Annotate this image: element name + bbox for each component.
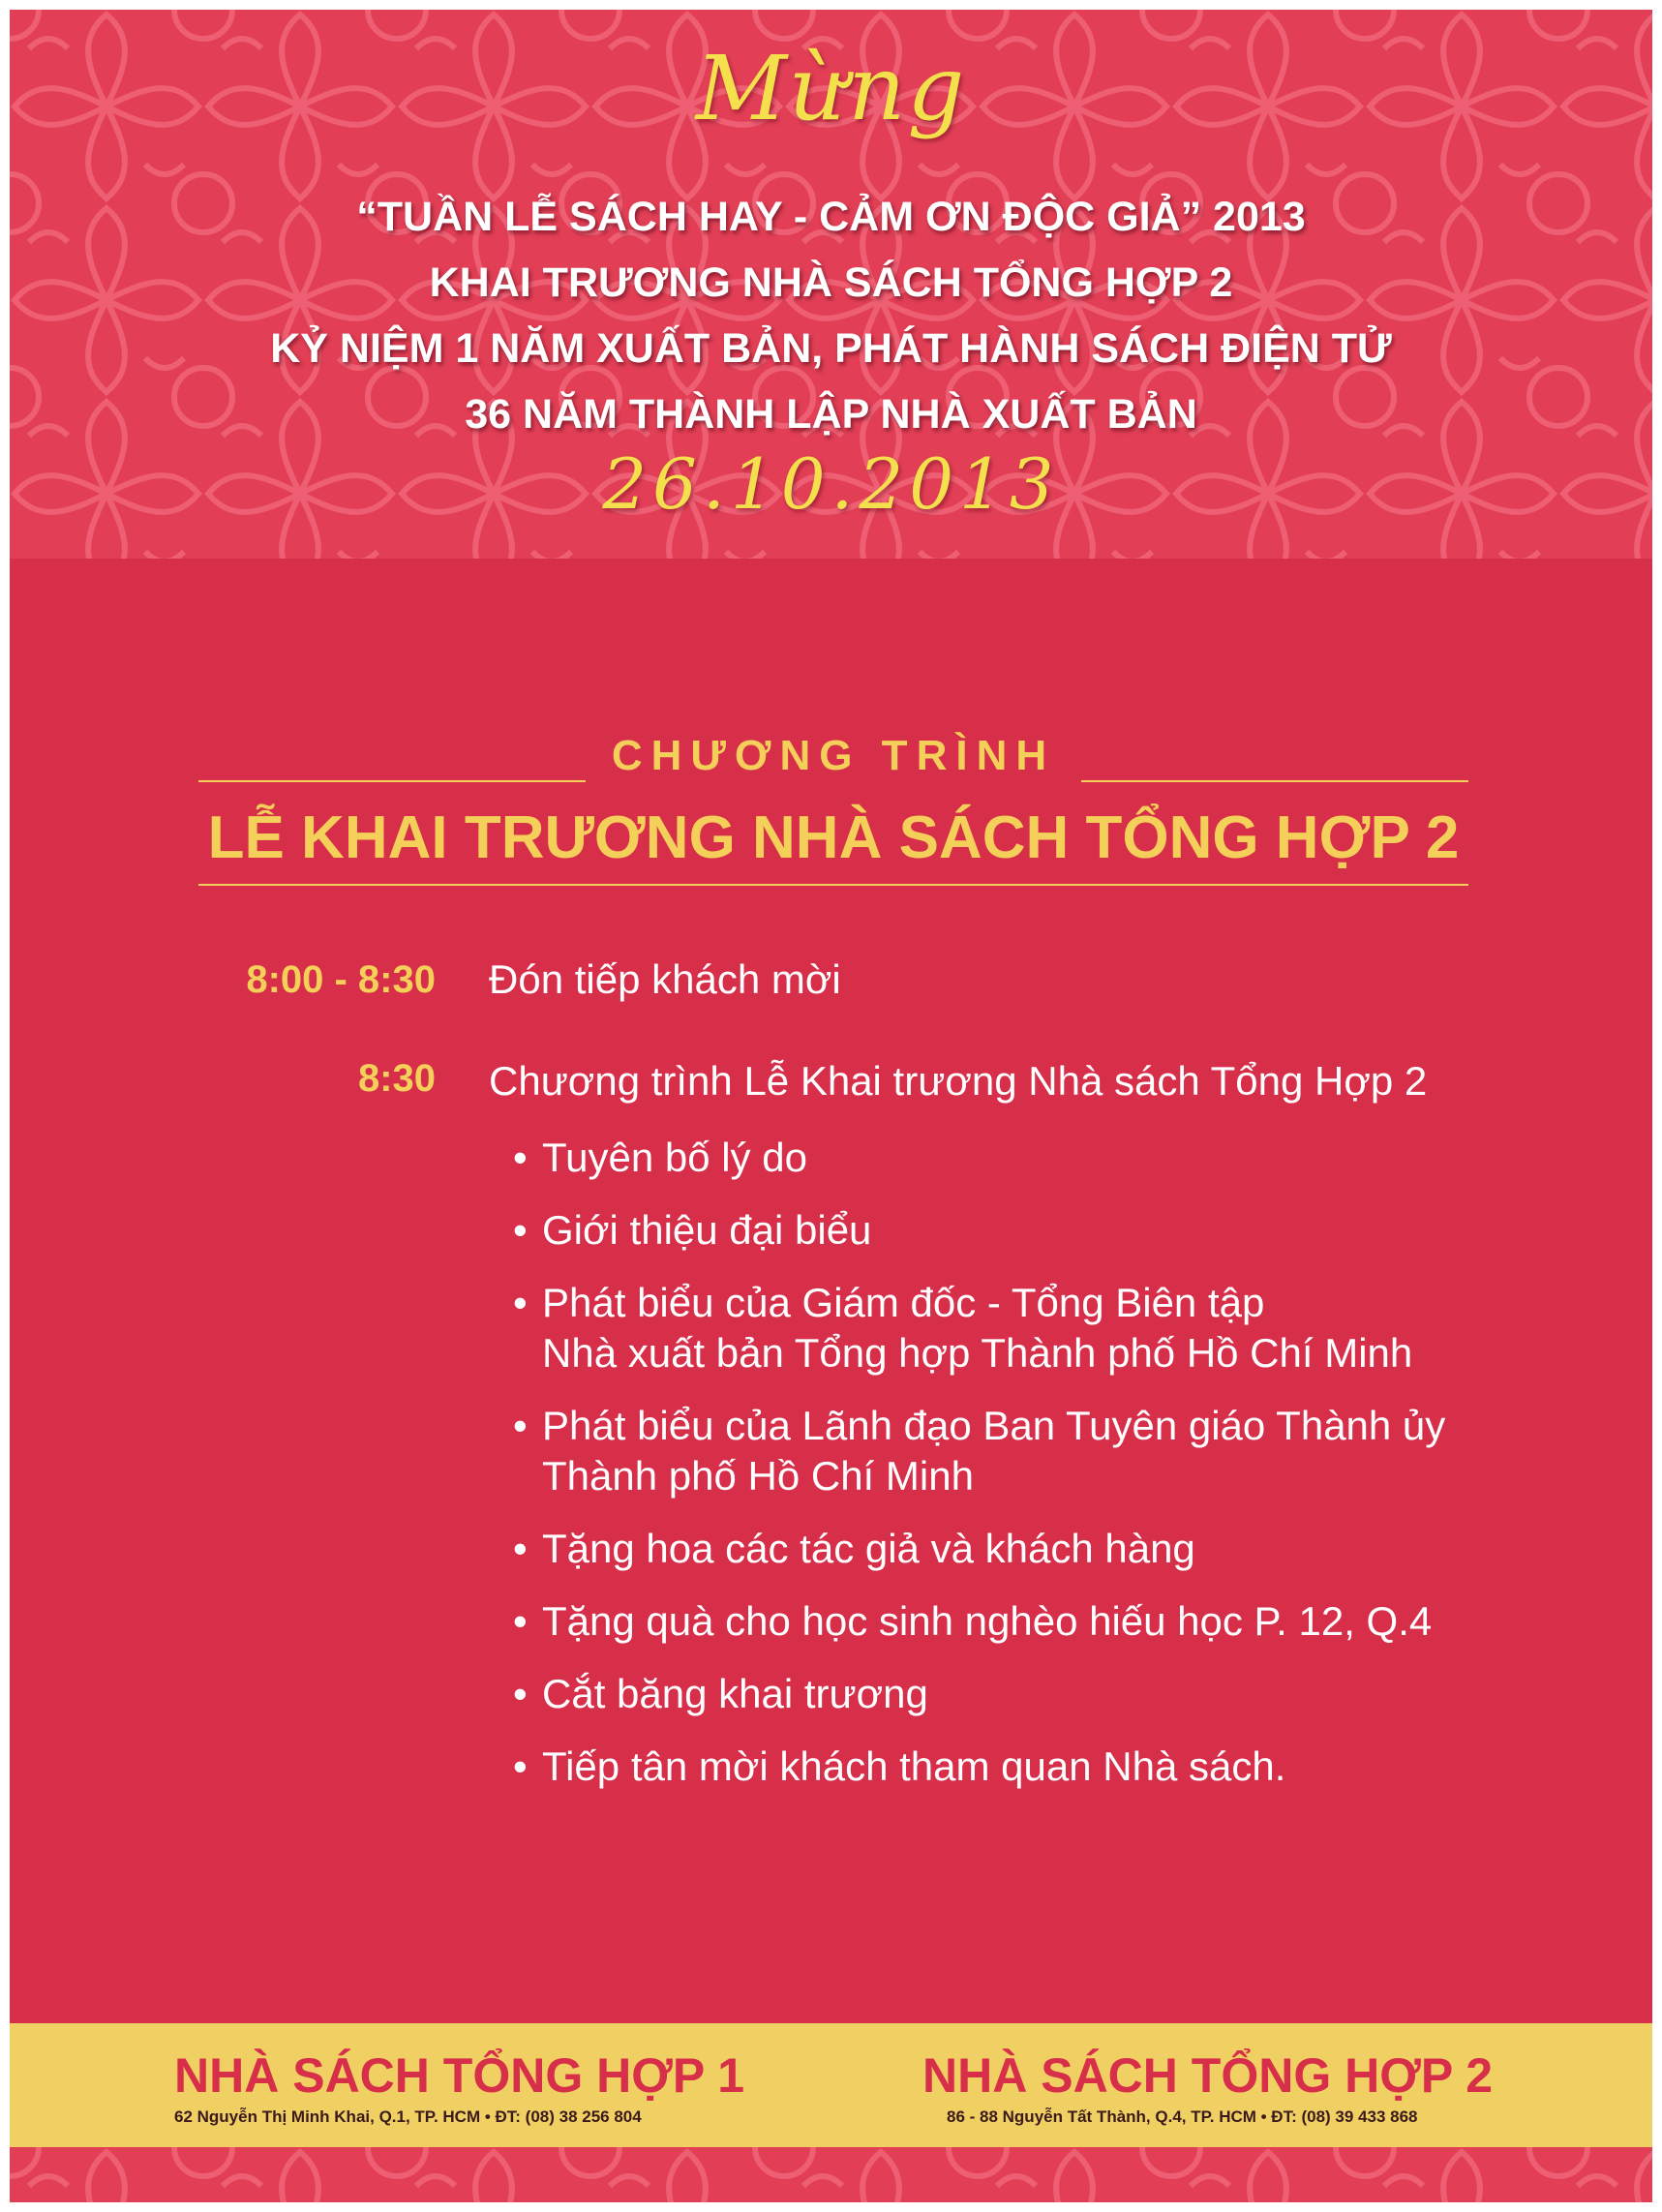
program-title: LỄ KHAI TRƯƠNG NHÀ SÁCH TỔNG HỢP 2	[207, 804, 1460, 871]
event-date: 26.10.2013	[602, 443, 1060, 525]
program-label-row	[198, 732, 1468, 790]
divider-right	[1081, 780, 1468, 782]
list-item-text-cont: Thành phố Hồ Chí Minh	[542, 1453, 974, 1499]
header-line-ebook-anniversary: KỶ NIỆM 1 NĂM XUẤT BẢN, PHÁT HÀNH SÁCH ĐIỆN TỬ	[270, 325, 1392, 372]
event-poster	[10, 10, 1652, 2202]
schedule-time-2: 8:30	[357, 1057, 436, 1100]
store-2-name: NHÀ SÁCH TỔNG HỢP 2	[922, 2048, 1494, 2103]
title-underline	[198, 884, 1468, 886]
program-label: CHƯƠNG TRÌNH	[611, 732, 1056, 779]
list-item-text: Tuyên bố lý do	[542, 1135, 807, 1180]
list-item	[513, 1742, 1578, 1792]
list-item-text: Phát biểu của Giám đốc - Tổng Biên tập	[542, 1280, 1265, 1325]
bullet-icon: •	[513, 1671, 528, 1716]
schedule-time-1: 8:00 - 8:30	[246, 958, 436, 1001]
list-item	[513, 1205, 1578, 1256]
list-item	[513, 1669, 1578, 1719]
store-1	[174, 2047, 852, 2127]
list-item-text: Giới thiệu đại biểu	[542, 1207, 872, 1253]
list-item-text: Tặng quà cho học sinh nghèo hiếu học P. 12, Q.4	[542, 1598, 1433, 1644]
store-1-address: 62 Nguyễn Thị Minh Khai, Q.1, TP. HCM • ĐT: (08) 38 256 804	[174, 2107, 642, 2126]
floral-pattern-bottom	[10, 2147, 1652, 2202]
list-item	[513, 1524, 1578, 1574]
list-item-text: Tặng hoa các tác giả và khách hàng	[542, 1526, 1195, 1571]
header-line-book-week: “TUẦN LỄ SÁCH HAY - CẢM ƠN ĐỘC GIẢ” 2013	[356, 194, 1306, 240]
header-line-publisher-anniversary: 36 NĂM THÀNH LẬP NHÀ XUẤT BẢN	[465, 391, 1197, 438]
list-item-text: Cắt băng khai trương	[542, 1671, 928, 1716]
divider-left	[198, 780, 586, 782]
list-item	[513, 1596, 1578, 1647]
store-2-address: 86 - 88 Nguyễn Tất Thành, Q.4, TP. HCM • ĐT: (08) 39 433 868	[947, 2107, 1418, 2126]
bullet-icon: •	[513, 1207, 528, 1253]
bullet-icon: •	[513, 1526, 528, 1571]
footer-stores	[10, 2023, 1652, 2147]
list-item	[513, 1278, 1578, 1379]
bullet-icon: •	[513, 1135, 528, 1180]
list-item-text-cont: Nhà xuất bản Tổng hợp Thành phố Hồ Chí Minh	[542, 1330, 1413, 1376]
bullet-icon: •	[513, 1598, 528, 1644]
store-2	[922, 2047, 1600, 2127]
list-item	[513, 1401, 1578, 1501]
bullet-icon: •	[513, 1280, 528, 1325]
bullet-icon: •	[513, 1743, 528, 1789]
list-item	[513, 1133, 1578, 1183]
schedule-desc-2: Chương trình Lễ Khai trương Nhà sách Tổng Hợp 2	[489, 1058, 1428, 1104]
ornamental-pattern-footer	[10, 2147, 1652, 2202]
schedule-desc-1: Đón tiếp khách mời	[489, 956, 841, 1002]
store-1-name: NHÀ SÁCH TỔNG HỢP 1	[174, 2048, 745, 2103]
greeting-script: Mừng	[695, 37, 967, 140]
program-items-list	[513, 1133, 1578, 1814]
bullet-icon: •	[513, 1403, 528, 1448]
poster-header	[10, 10, 1652, 559]
list-item-text: Phát biểu của Lãnh đạo Ban Tuyên giáo Thành ủy	[542, 1403, 1446, 1448]
list-item-text: Tiếp tân mời khách tham quan Nhà sách.	[542, 1743, 1286, 1789]
header-line-opening: KHAI TRƯƠNG NHÀ SÁCH TỔNG HỢP 2	[429, 259, 1233, 306]
